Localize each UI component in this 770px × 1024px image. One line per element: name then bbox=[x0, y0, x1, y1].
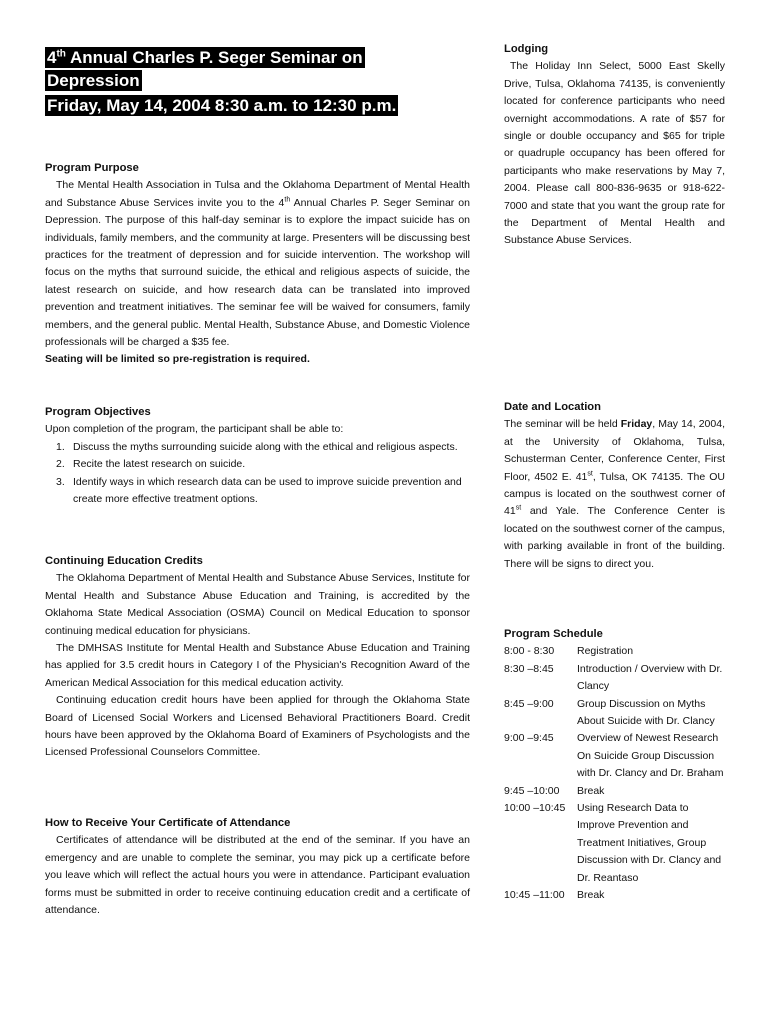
objective-number: 3. bbox=[56, 475, 65, 488]
purpose-text-sup: th bbox=[284, 196, 291, 204]
event-date-time: Friday, May 14, 2004 8:30 a.m. to 12:30 p.m. bbox=[47, 96, 397, 115]
objective-text: Recite the latest research on suicide. bbox=[73, 458, 246, 471]
objective-item bbox=[45, 456, 470, 473]
schedule-description: Using Research Data to Improve Prevention and Treatment Initiatives, Group Discussion with Dr. Clancy and Dr. Reantaso bbox=[577, 802, 722, 884]
schedule-time: 8:00 - 8:30 bbox=[504, 645, 555, 658]
program-objectives-heading: Program Objectives bbox=[45, 406, 151, 418]
schedule-row bbox=[504, 643, 725, 660]
objectives-intro: Upon completion of the program, the participant shall be able to: bbox=[45, 423, 344, 436]
title-ordinal-suffix: th bbox=[56, 48, 66, 60]
objective-text: Identify ways in which research data can be used to improve suicide prevention and create more effective treatment options. bbox=[73, 475, 462, 506]
certificate-heading: How to Receive Your Certificate of Attendance bbox=[45, 817, 291, 829]
objective-item bbox=[45, 474, 470, 509]
date-location-t1: The seminar will be held bbox=[504, 418, 621, 431]
title-line-2: Depression bbox=[47, 71, 140, 90]
title-ordinal: 4 bbox=[47, 48, 57, 67]
schedule-description: Overview of Newest Research On Suicide Group Discussion with Dr. Clancy and Dr. Braham bbox=[577, 732, 724, 780]
schedule-row bbox=[504, 730, 725, 782]
title-text: Annual Charles P. Seger Seminar on bbox=[65, 48, 363, 67]
program-purpose-text bbox=[45, 177, 470, 351]
schedule-description: Group Discussion on Myths About Suicide with Dr. Clancy bbox=[577, 697, 715, 728]
date-location-day: Friday bbox=[620, 418, 653, 431]
schedule-description: Introduction / Overview with Dr. Clancy bbox=[577, 662, 723, 693]
date-location-t2: , May 14, 2004, at the University of Oklahoma, Tulsa, Schusterman Center, Conference Center, First Floor, 4502 E. 41 bbox=[504, 418, 725, 483]
certificate-section bbox=[45, 815, 470, 919]
date-location-sup1: st bbox=[587, 470, 593, 478]
lodging-section bbox=[504, 41, 725, 250]
credits-paragraph-2: The DMHSAS Institute for Mental Health and Substance Abuse Education and Training has applied for 3.5 credit hours in Category I of the Physician's Recognition Award of the American Medical Association for this medical education activity. bbox=[45, 642, 470, 689]
date-location-t4: and Yale. The Conference Center is located on the southwest corner of the campus, with parking available in front of the building. There will be signs to direct you. bbox=[504, 505, 725, 570]
program-purpose-section bbox=[45, 160, 470, 369]
schedule-table bbox=[504, 643, 725, 904]
schedule-row bbox=[504, 783, 725, 800]
schedule-time: 8:30 –8:45 bbox=[504, 662, 554, 675]
objective-item bbox=[45, 439, 470, 456]
date-location-t3: , Tulsa, OK 74135. The OU campus is located on the southwest corner of 41 bbox=[504, 470, 725, 518]
registration-note: Seating will be limited so pre-registration is required. bbox=[45, 353, 310, 366]
credits-paragraph-3: Continuing education credit hours have been applied for through the Oklahoma State Board of Licensed Social Workers and Licensed Behavioral Practitioners Board. Credit hours have been approved by the Oklahoma Board of Examiners of Psychologists and the Licensed Professional Counselors Committee. bbox=[45, 694, 470, 759]
date-location-section bbox=[504, 399, 725, 573]
title-line-1 bbox=[45, 47, 365, 68]
purpose-text-a: The Mental Health Association in Tulsa and the Oklahoma Department of Mental Health and Substance Abuse Services invite you to the 4 bbox=[45, 179, 470, 209]
continuing-education-section bbox=[45, 553, 470, 762]
schedule-row bbox=[504, 887, 725, 904]
objective-text: Discuss the myths surrounding suicide along with the ethical and religious aspects. bbox=[73, 440, 458, 453]
date-location-sup2: st bbox=[515, 504, 522, 512]
program-schedule-section bbox=[504, 626, 725, 905]
date-location-heading: Date and Location bbox=[504, 401, 601, 413]
schedule-time: 10:45 –11:00 bbox=[504, 889, 565, 902]
date-location-text bbox=[504, 416, 725, 573]
schedule-description: Registration bbox=[577, 645, 634, 658]
schedule-time: 8:45 –9:00 bbox=[504, 697, 554, 710]
objectives-list bbox=[45, 439, 470, 509]
certificate-text: Certificates of attendance will be distributed at the end of the seminar. If you have an emergency and are unable to complete the seminar, you may pick up a certificate before you leave which will reflect the actual hours you were in attendance. Participant evaluation forms must be submitted in order to receive continuing education credit and a certificate of attendance. bbox=[45, 834, 470, 917]
objective-number: 2. bbox=[56, 458, 65, 471]
credits-paragraph-1: The Oklahoma Department of Mental Health and Substance Abuse Services, Institute for Mental Health and Substance Abuse Education and Training, is accredited by the Oklahoma State Medical Association (OSMA) Council on Medical Education to sponsor continuing medical education for physicians. bbox=[45, 572, 470, 637]
objective-number: 1. bbox=[56, 440, 65, 453]
schedule-row bbox=[504, 661, 725, 696]
schedule-time: 9:00 –9:45 bbox=[504, 732, 554, 745]
program-schedule-heading: Program Schedule bbox=[504, 628, 603, 640]
schedule-description: Break bbox=[577, 889, 605, 902]
program-objectives-section bbox=[45, 404, 470, 508]
purpose-text-b: Annual Charles P. Seger Seminar on Depression. The purpose of this half-day seminar is to explore the impact suicide has on individuals, family members, and the community at large. Presenters will be discussing best practices for the treatment of depression and for suicide intervention. The workshop will focus on the myths that surround suicide, the ethical and religious aspects of suicide, the latest research on suicide, and how research data can be translated into improved prevention and treatment initiatives. The seminar fee will be waived for consumers, family members, and the general public. Mental Health, Substance Abuse, and Domestic Violence professionals will be charged a $35 fee. bbox=[45, 196, 470, 349]
schedule-row bbox=[504, 800, 725, 887]
program-purpose-heading: Program Purpose bbox=[45, 162, 139, 174]
lodging-text: The Holiday Inn Select, 5000 East Skelly Drive, Tulsa, Oklahoma 74135, is conveniently located for conference participants who need overnight accommodations. A rate of $57 for single or double occupancy and $65 for triple or quadruple occupancy has been offered for participants who make reservations by May 7, 2004. Please call 800-836-9635 or 918-622-7000 and state that you want the group rate for the Department of Mental Health and Substance Abuse Services. bbox=[504, 60, 725, 247]
schedule-description: Break bbox=[577, 784, 605, 797]
schedule-time: 9:45 –10:00 bbox=[504, 784, 560, 797]
continuing-education-heading: Continuing Education Credits bbox=[45, 555, 203, 567]
lodging-heading: Lodging bbox=[504, 43, 549, 55]
schedule-row bbox=[504, 696, 725, 731]
schedule-time: 10:00 –10:45 bbox=[504, 802, 566, 815]
